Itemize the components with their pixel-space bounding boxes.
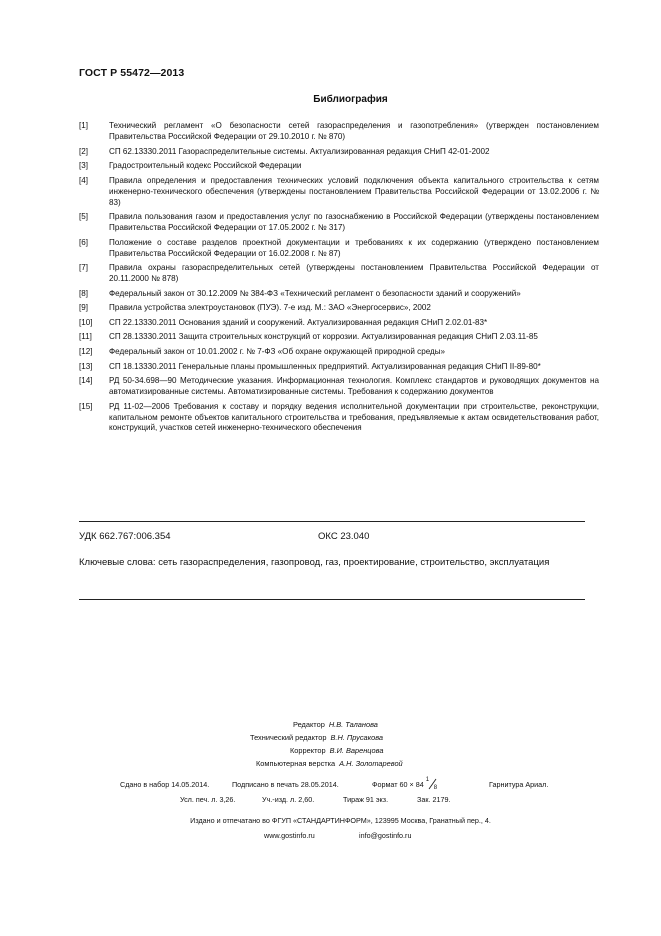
item-number: [14] <box>79 376 93 386</box>
corrector-credit <box>290 745 383 758</box>
publisher-sheets: Уч.-изд. л. 2,60. <box>262 795 315 804</box>
bibliography-item <box>79 303 599 314</box>
item-number: [13] <box>79 361 93 371</box>
item-number: [9] <box>79 303 88 313</box>
item-number: [10] <box>79 317 93 327</box>
bibliography-item <box>79 289 599 300</box>
corrector-label: Корректор <box>290 746 326 755</box>
editor-label: Редактор <box>293 720 325 729</box>
bibliography-item <box>79 347 599 358</box>
item-text: СП 22.13330.2011 Основания зданий и сооружений. Актуализированная редакция СНиП 2.02.01-83* <box>109 317 488 327</box>
item-number: [1] <box>79 121 88 130</box>
item-number: [15] <box>79 401 93 411</box>
bibliography-item <box>79 161 599 172</box>
layout-credit <box>256 758 403 771</box>
item-text: Правила определения и предоставления технических условий подключения объекта капитального строительства к сетям инженерно-технического обеспечения (утверждены постановлением Правительства Российской Федерации от 13.02.2006 г. № 83) <box>109 175 599 207</box>
format-fraction <box>425 777 440 792</box>
signed-to-print: Подписано в печать 28.05.2014. <box>232 780 339 789</box>
item-number: [12] <box>79 346 93 356</box>
bibliography-item <box>79 212 599 234</box>
fraction-numerator: 1 <box>425 777 430 784</box>
item-number: [8] <box>79 288 88 298</box>
item-text: Технический регламент «О безопасности сетей газораспределения и газопотребления» (утвержден постановлением Правительства Российской Федерации от 29.10.2010 г. № 870) <box>109 121 599 141</box>
item-number: [4] <box>79 175 88 185</box>
website-link[interactable]: www.gostinfo.ru <box>264 831 315 840</box>
item-text: СП 28.13330.2011 Защита строительных конструкций от коррозии. Актуализированная редакция СНиП 2.03.11-85 <box>109 332 538 342</box>
bibliography-item <box>79 238 599 260</box>
tech-editor-label: Технический редактор <box>250 733 327 742</box>
item-number: [7] <box>79 263 88 273</box>
item-text: Положение о составе разделов проектной документации и требованиях к их содержанию (утверждено постановлением Правительства Российской Федерации от 16.02.2008 г. № 87) <box>109 237 599 258</box>
oks-code: ОКС 23.040 <box>318 531 370 542</box>
publisher-line: Издано и отпечатано во ФГУП «СТАНДАРТИНФОРМ», 123995 Москва, Гранатный пер., 4. <box>190 816 491 825</box>
fraction-denominator: 8 <box>433 785 438 792</box>
bibliography-title: Библиография <box>313 94 388 105</box>
printed-sheets: Усл. печ. л. 3,26. <box>180 795 236 804</box>
bibliography-item <box>79 318 599 329</box>
item-text: Федеральный закон от 10.01.2002 г. № 7-ФЗ «Об охране окружающей природной среды» <box>109 346 446 356</box>
item-text: Правила устройства электроустановок (ПУЭ). 7-е изд. М.: ЗАО «Энергосервис», 2002 <box>109 303 431 313</box>
bibliography-list <box>79 121 599 438</box>
item-text: РД 50-34.698—90 Методические указания. Информационная технология. Комплекс стандартов и руководящих документов на автоматизированные системы. Автоматизированные системы. Требования к содержанию документов <box>109 376 599 397</box>
layout-label: Компьютерная верстка <box>256 759 336 768</box>
bibliography-item <box>79 147 599 158</box>
top-divider <box>79 521 585 522</box>
editor-credit <box>293 719 378 732</box>
corrector-name: В.И. Варенцова <box>329 746 384 755</box>
item-number: [2] <box>79 146 88 156</box>
editor-name: Н.В. Таланова <box>328 720 378 729</box>
bibliography-item <box>79 376 599 398</box>
tech-editor-name: В.Н. Прусакова <box>330 733 384 742</box>
document-code: ГОСТ Р 55472—2013 <box>79 67 185 79</box>
bibliography-item <box>79 121 599 143</box>
bibliography-item <box>79 332 599 343</box>
item-text: РД 11-02—2006 Требования к составу и порядку ведения исполнительной документации при строительстве, реконструкции, капитальном ремонте объектов капитального строительства и требования, предъявляемые к актам освидетельствования работ, конструкций, участков сетей инженерно-технического обеспечения <box>109 401 599 433</box>
item-number: [11] <box>79 332 92 342</box>
bibliography-item <box>79 263 599 285</box>
keywords: Ключевые слова: сеть газораспределения, газопровод, газ, проектирование, строительство, эксплуатация <box>79 557 550 568</box>
tech-editor-credit <box>250 732 383 745</box>
sent-to-typeset: Сдано в набор 14.05.2014. <box>120 780 210 789</box>
udk-code: УДК 662.767:006.354 <box>79 531 171 542</box>
typeface: Гарнитура Ариал. <box>489 780 549 789</box>
bottom-divider <box>79 599 585 600</box>
bibliography-item <box>79 402 599 435</box>
item-number: [6] <box>79 237 88 247</box>
email-link[interactable]: info@gostinfo.ru <box>359 831 412 840</box>
item-text: Правила охраны газораспределительных сетей (утверждены постановлением Правительства Российской Федерации от 20.11.2000 № 878) <box>109 263 599 283</box>
print-run: Тираж 91 экз. <box>343 795 389 804</box>
paper-format <box>372 777 440 792</box>
item-number: [3] <box>79 161 88 171</box>
item-text: СП 62.13330.2011 Газораспределительные системы. Актуализированная редакция СНиП 42-01-2002 <box>109 146 490 156</box>
bibliography-item <box>79 176 599 209</box>
item-text: Правила пользования газом и предоставления услуг по газоснабжению в Российской Федерации (утверждены постановлением Правительства Российской Федерации от 17.05.2002 г. № 317) <box>109 212 599 232</box>
order-number: Зак. 2179. <box>417 795 451 804</box>
bibliography-item <box>79 362 599 373</box>
item-text: Федеральный закон от 30.12.2009 № 384-ФЗ «Технический регламент о безопасности зданий и сооружений» <box>109 288 521 298</box>
item-text: СП 18.13330.2011 Генеральные планы промышленных предприятий. Актуализированная редакция СНиП II-89-80* <box>109 361 541 371</box>
layout-name: А.Н. Золотаревой <box>339 759 403 768</box>
item-text: Градостроительный кодекс Российской Федерации <box>109 161 302 171</box>
item-number: [5] <box>79 212 88 222</box>
format-prefix: Формат 60 × 84 <box>372 780 424 789</box>
